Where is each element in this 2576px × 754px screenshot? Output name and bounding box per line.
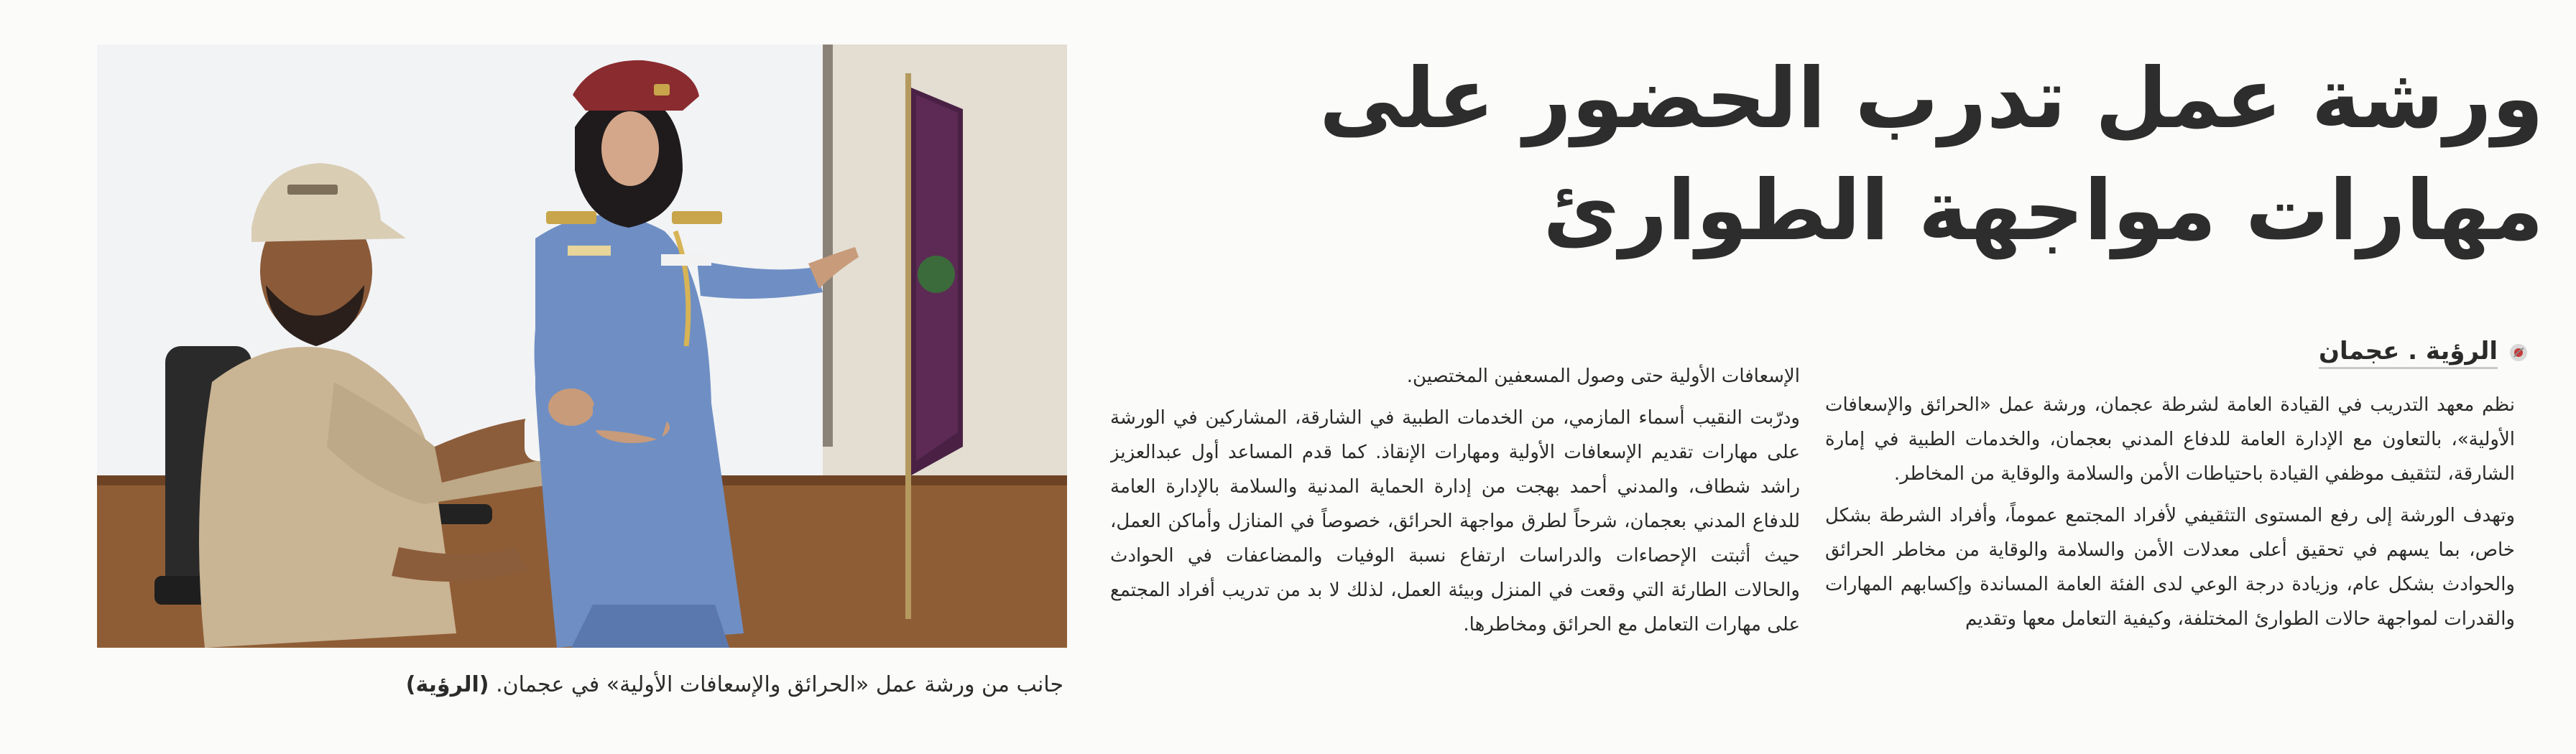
byline (2184, 333, 2529, 372)
article-headline: ورشة عمل تدرب الحضور على مهارات مواجهة الطوارئ (1319, 50, 2544, 259)
photo-caption (273, 668, 1063, 702)
paragraph: ودرّبت النقيب أسماء المازمي، من الخدمات الطبية في الشارقة، المشاركين في الورشة على مهارات تقديم الإسعافات الأولية ومهارات الإنقاذ. كما قدم المساعد أول عبدالعزيز راشد شطاف، والمدني أحمد بهجت من إدارة الحماية المدنية والسلامة بالإدارة العامة للدفاع المدني بعجمان، شرحاً لطرق مواجهة الحرائق، خصوصاً في المنازل وأماكن العمل، حيث أثبتت الإحصاءات والدراسات ارتفاع نسبة الوفيات والمضاعفات في الحوادث والحالات الطارئة التي وقعت في المنزل وبيئة العمل، لذلك لا بد من تدريب أفراد المجتمع على مهارات التعامل مع الحرائق ومخاطرها. (1110, 407, 1800, 636)
caption-text: جانب من ورشة عمل «الحرائق والإسعافات الأولية» في عجمان. (496, 672, 1063, 697)
newspaper-logo-icon (2508, 342, 2529, 363)
paragraph: الإسعافات الأولية حتى وصول المسعفين المختصين. (1406, 366, 1800, 387)
article-column-right (1825, 388, 2515, 725)
article-photo (97, 45, 1067, 648)
caption-source: (الرؤية) (405, 672, 489, 697)
byline-text: الرؤية . عجمان (2319, 337, 2498, 369)
paragraph: نظم معهد التدريب في القيادة العامة لشرطة عجمان، ورشة عمل «الحرائق والإسعافات الأولية»، بالتعاون مع الإدارة العامة للدفاع المدني بعجمان، والخدمات الطبية في إمارة الشارقة، لتثقيف موظفي القيادة باحتياطات الأمن والسلامة والوقاية من المخاطر. (1825, 394, 2515, 485)
photo-illustration (97, 45, 1067, 648)
article-column-left (1110, 359, 1800, 718)
paragraph: وتهدف الورشة إلى رفع المستوى التثقيفي لأفراد المجتمع عموماً، وأفراد الشرطة بشكل خاص، بما يسهم في تحقيق أعلى معدلات الأمن والسلامة والوقاية من مخاطر الحرائق والحوادث بشكل عام، وزيادة درجة الوعي لدى الفئة العامة المساندة وإكسابهم المهارات والقدرات لمواجهة حالات الطوارئ المختلفة، وكيفية التعامل معها وتقديم (1825, 505, 2515, 630)
